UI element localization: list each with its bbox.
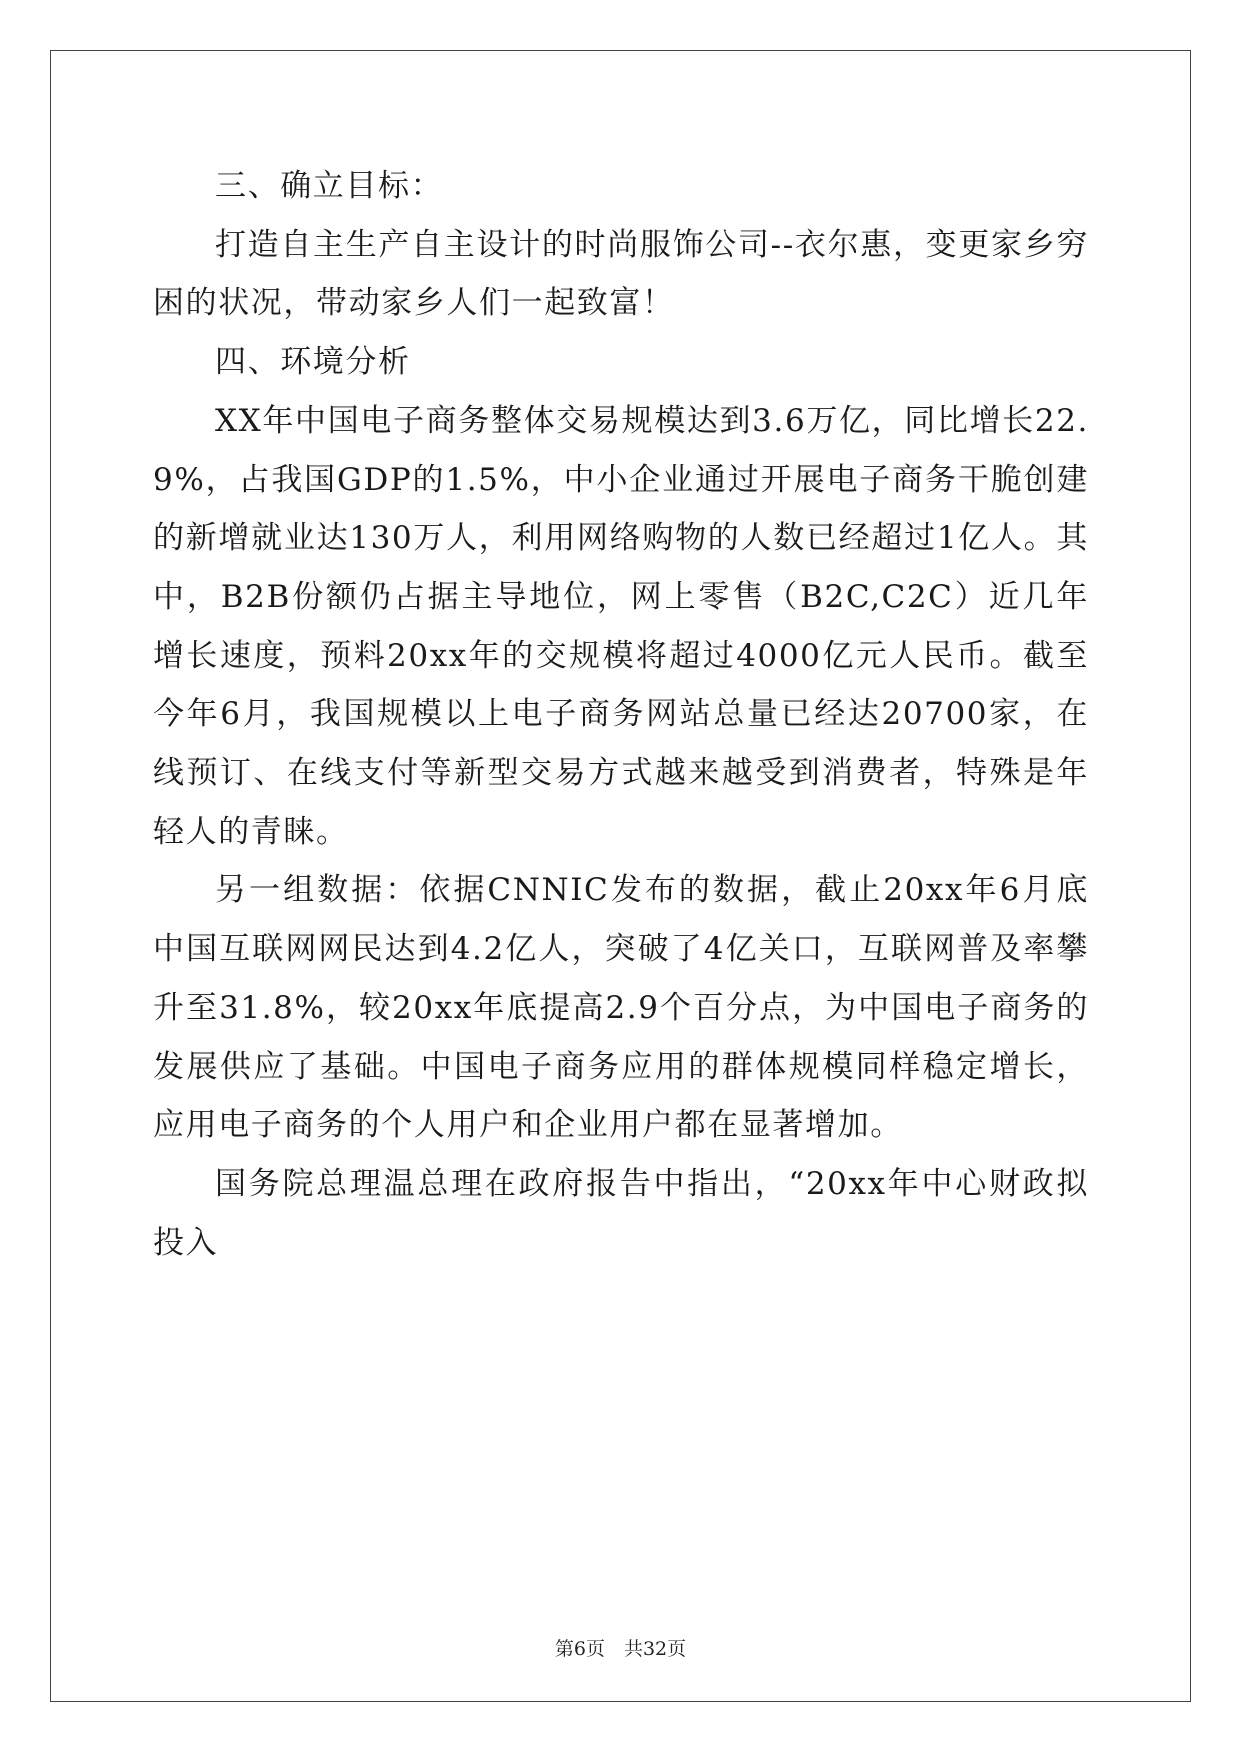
paragraph-cnnic-data: 另一组数据：依据CNNIC发布的数据，截止20xx年6月底中国互联网网民达到4.2亿人，突破了4亿关口，互联网普及率攀升至31.8%，较20xx年底提高2.9个百分点，为中国电子商务的发展供应了基础。中国电子商务应用的群体规模同样稳定增长，应用电子商务的个人用户和企业用户都在显著增加。 [153,872,1089,1144]
document-body [153,157,1089,1272]
paragraph-government-report: 国务院总理温总理在政府报告中指出，“20xx年中心财政拟投入 [153,1165,1089,1261]
paragraph-ecommerce-scale: XX年中国电子商务整体交易规模达到3.6万亿，同比增长22.9%，占我国GDP的1.5%，中小企业通过开展电子商务干脆创建的新增就业达130万人，利用网络购物的人数已经超过1亿人。其中，B2B份额仍占据主导地位，网上零售（B2C,C2C）近几年增长速度，预料20xx年的交规模将超过4000亿元人民币。截至今年6月，我国规模以上电子商务网站总量已经达20700家，在线预订、在线支付等新型交易方式越来越受到消费者，特殊是年轻人的青睐。 [153,402,1089,850]
page-number-footer: 第6页 共32页 [554,1638,687,1660]
paragraph-goal: 打造自主生产自主设计的时尚服饰公司--衣尔惠，变更家乡穷困的状况，带动家乡人们一起致富！ [153,226,1089,322]
heading-environment: 四、环境分析 [215,344,411,381]
heading-goal: 三、确立目标： [215,168,444,204]
